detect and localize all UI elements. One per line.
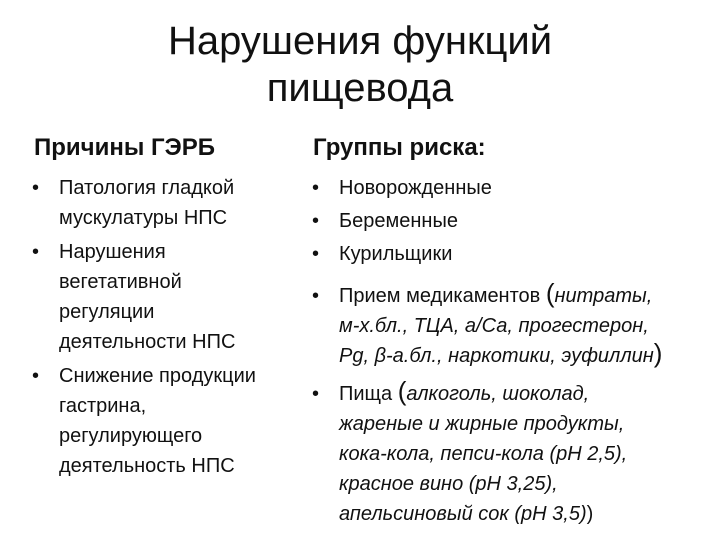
list-item	[32, 237, 309, 357]
bullet-icon: •	[312, 210, 320, 232]
cause-2-line-2: вегетативной	[59, 271, 182, 293]
bullet-icon: •	[32, 177, 40, 199]
medications-line-3-wrap	[339, 338, 714, 371]
risk-food-line-1	[339, 376, 714, 409]
list-item	[312, 206, 714, 236]
food-first: алкоголь, шоколад,	[406, 383, 590, 405]
bullet-icon: •	[32, 365, 40, 387]
cause-2-line-4: деятельности НПС	[59, 331, 236, 353]
causes-heading: Причины ГЭРБ	[34, 134, 215, 161]
food-line-2: жареные и жирные продукты,	[339, 413, 625, 435]
food-open-paren: (	[397, 376, 407, 406]
food-close-paren: )	[586, 503, 594, 525]
bullet-icon: •	[32, 241, 40, 263]
medications-label: Прием медикаментов	[339, 285, 546, 307]
list-item	[312, 376, 714, 529]
list-item	[32, 173, 309, 233]
cause-2-line-3: регуляции	[59, 301, 155, 323]
list-item	[312, 278, 714, 371]
medications-line-3: Pg, β-а.бл., наркотики, эуфиллин	[339, 345, 654, 367]
risk-medications-line-1	[339, 278, 714, 311]
cause-3-line-3: регулирующего	[59, 425, 203, 447]
medications-open-paren: (	[545, 278, 555, 308]
cause-3-line-1: Снижение продукции	[59, 365, 256, 387]
risk-smokers: Курильщики	[339, 243, 453, 265]
risk-pregnant: Беременные	[339, 210, 458, 232]
risk-newborns: Новорожденные	[339, 177, 492, 199]
food-line-5: апельсиновый сок (рН 3,5)	[339, 503, 587, 525]
bullet-icon: •	[312, 383, 320, 405]
cause-3-line-4: деятельность НПС	[59, 455, 235, 477]
cause-1-line-2: мускулатуры НПС	[59, 207, 228, 229]
slide-title	[0, 18, 720, 112]
food-line-3: кока-кола, пепси-кола (рН 2,5),	[339, 443, 628, 465]
food-label: Пища	[339, 383, 398, 405]
cause-1-line-1: Патология гладкой	[59, 177, 235, 199]
causes-list	[32, 173, 309, 481]
slide-title-line-1: Нарушения функций	[167, 19, 553, 63]
list-item	[32, 361, 309, 481]
cause-2-line-1: Нарушения	[59, 241, 166, 263]
food-line-4: красное вино (рН 3,25),	[339, 473, 558, 495]
bullet-icon: •	[312, 177, 320, 199]
list-item	[312, 239, 714, 269]
cause-3-line-2: гастрина,	[59, 395, 147, 417]
food-line-5-wrap	[339, 499, 714, 529]
bullet-icon: •	[312, 285, 320, 307]
medications-close-paren: )	[653, 338, 663, 368]
risk-groups-list	[312, 173, 714, 529]
list-item	[312, 173, 714, 203]
slide-title-line-2: пищевода	[266, 66, 454, 110]
medications-line-2: м-х.бл., ТЦА, а/Са, прогестерон,	[339, 315, 649, 337]
risk-groups-heading: Группы риска:	[313, 134, 486, 161]
bullet-icon: •	[312, 243, 320, 265]
medications-first: нитраты,	[554, 285, 653, 307]
